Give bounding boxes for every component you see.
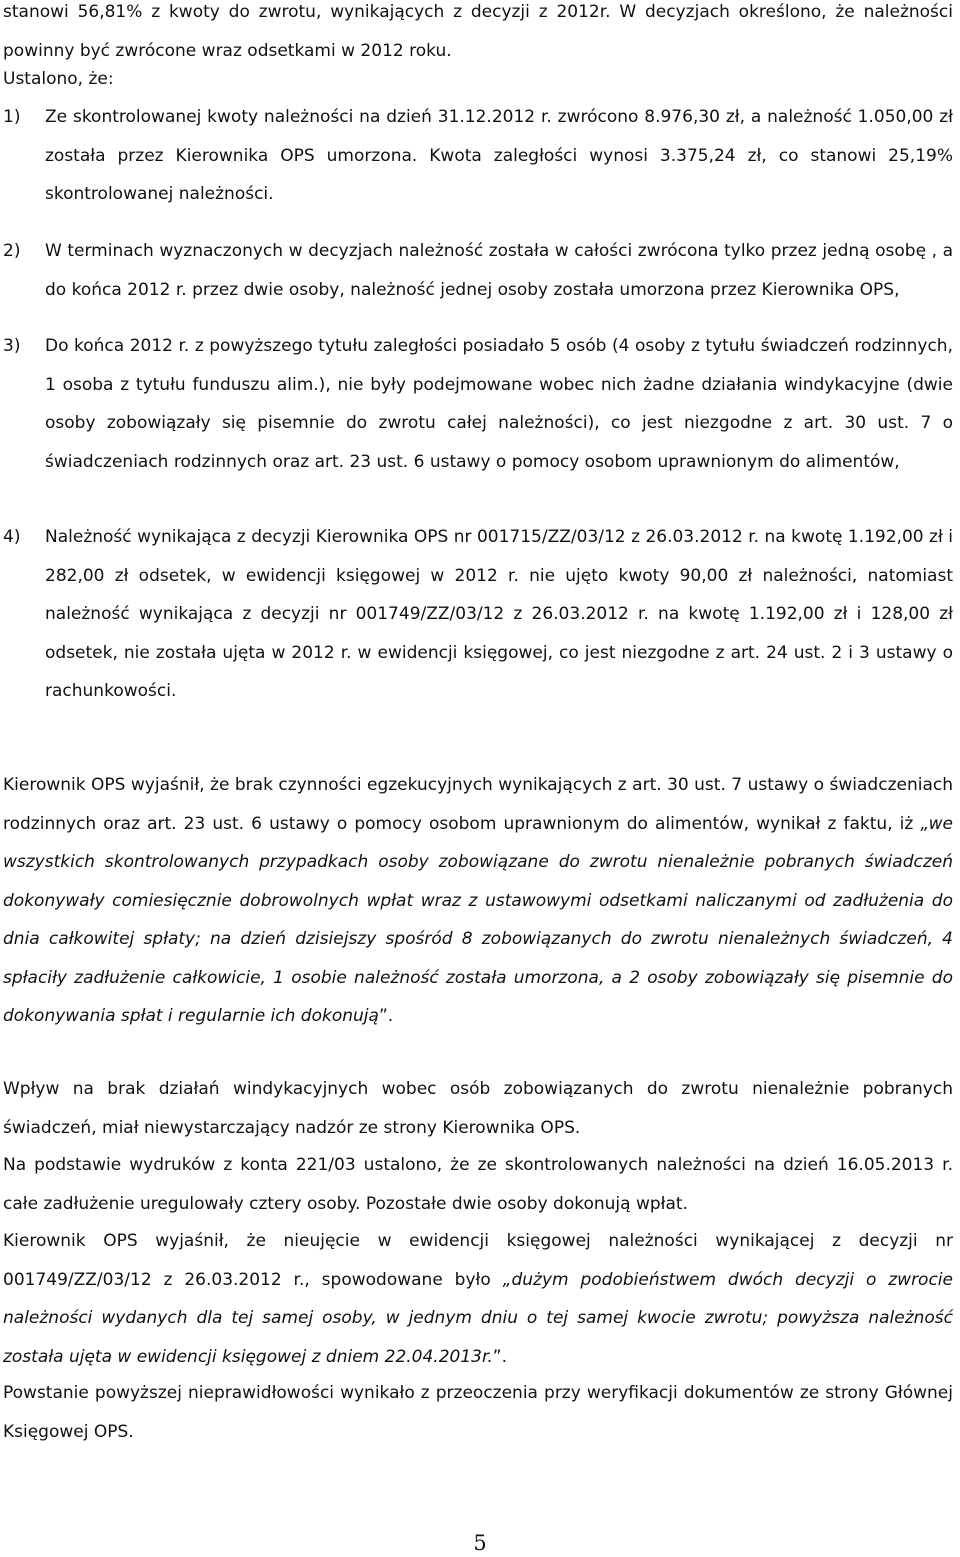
list-item-3 [3, 327, 953, 481]
quotation: „we wszystkich skontrolowanych przypadkach osoby zobowiązane do zwrotu nienależnie pobranych świadczeń dokonywały comiesięcznie dobrowolnych wpłat wraz z ustawowymi odsetkami naliczanymi od zadłużenia do dnia całkowitej spłaty; na dzień dzisiejszy spośród 8 zobowiązanych do zwrotu nienależnych świadczeń, 4 spłaciły zadłużenie całkowicie, 1 osobie należność została umorzona, a 2 osoby zobowiązały się pisemnie do dokonywania spłat i regularnie ich dokonują [3, 813, 953, 1026]
list-number: 1) [3, 107, 21, 127]
list-number: 2) [3, 241, 21, 261]
paragraph-intro: stanowi 56,81% z kwoty do zwrotu, wynikających z decyzji z 2012r. W decyzjach określono, że należności powinny być zwrócone wraz odsetkami w 2012 roku. [3, 2, 953, 61]
paragraph-account-printouts: Na podstawie wydruków z konta 221/03 ustalono, że ze skontrolowanych należności na dzień 16.05.2013 r. całe zadłużenie uregulowały cztery osoby. Pozostałe dwie osoby dokonują wpłat. [3, 1155, 953, 1214]
paragraph-explanation-2 [3, 1222, 953, 1376]
page-number: 5 [473, 1531, 487, 1555]
list-item-1 [3, 98, 953, 214]
list-text: Do końca 2012 r. z powyższego tytułu zaległości posiadało 5 osób (4 osoby z tytułu świadczeń rodzinnych, 1 osoba z tytułu funduszu alim.), nie były podejmowane wobec nich żadne działania windykacyjne (dwie osoby zobowiązały się pisemnie do zwrotu całej należności), co jest niezgodne z art. 30 ust. 7 o świadczeniach rodzinnych oraz art. 23 ust. 6 ustawy o pomocy osobom uprawnionym do alimentów, [45, 336, 953, 472]
quotation-end: ”. [378, 1006, 394, 1026]
paragraph-findings-heading: Ustalono, że: [3, 69, 114, 89]
list-text: W terminach wyznaczonych w decyzjach należność została w całości zwrócona tylko przez jedną osobę , a do końca 2012 r. przez dwie osoby, należność jednej osoby została umorzona przez Kierownika OPS, [45, 241, 953, 300]
list-number: 4) [3, 527, 21, 547]
list-text: Ze skontrolowanej kwoty należności na dzień 31.12.2012 r. zwrócono 8.976,30 zł, a należność 1.050,00 zł została przez Kierownika OPS umorzona. Kwota zaległości wynosi 3.375,24 zł, co stanowi 25,19% skontrolowanej należności. [45, 107, 953, 204]
paragraph-text: Kierownik OPS wyjaśnił, że brak czynności egzekucyjnych wynikających z art. 30 ust. 7 ustawy o świadczeniach rodzinnych oraz art. 23 ust. 6 ustawy o pomocy osobom uprawnionym do alimentów, wynikał z faktu, iż [3, 775, 953, 834]
list-number: 3) [3, 336, 21, 356]
paragraph-conclusion: Powstanie powyższej nieprawidłowości wynikało z przeoczenia przy weryfikacji dokumentów ze strony Głównej Księgowej OPS. [3, 1383, 953, 1442]
quotation-end: ”. [492, 1346, 508, 1367]
list-item-4 [3, 518, 953, 711]
quotation: „dużym podobieństwem dwóch decyzji o zwrocie należności wydanych dla tej samej osoby, w jednym dniu o tej samej kwocie zwrotu; powyższa należność została ujęta w ewidencji księgowej z dniem 22.04.2013r. [3, 1269, 953, 1367]
paragraph-supervision: Wpływ na brak działań windykacyjnych wobec osób zobowiązanych do zwrotu nienależnie pobranych świadczeń, miał niewystarczający nadzór ze strony Kierownika OPS. [3, 1079, 953, 1138]
list-item-2 [3, 232, 953, 309]
paragraph-explanation-1 [3, 766, 953, 1036]
list-text: Należność wynikająca z decyzji Kierownika OPS nr 001715/ZZ/03/12 z 26.03.2012 r. na kwotę 1.192,00 zł i 282,00 zł odsetek, w ewidencji księgowej w 2012 r. nie ujęto kwoty 90,00 zł należności, natomiast należność wynikająca z decyzji nr 001749/ZZ/03/12 z 26.03.2012 r. na kwotę 1.192,00 zł i 128,00 zł odsetek, nie została ujęta w 2012 r. w ewidencji księgowej, co jest niezgodne z art. 24 ust. 2 i 3 ustawy o rachunkowości. [45, 527, 953, 701]
paragraph-text: Kierownik OPS wyjaśnił, że nieujęcie w ewidencji księgowej należności wynikającej z decyzji nr 001749/ZZ/03/12 z 26.03.2012 r., spowodowane było [3, 1231, 953, 1290]
